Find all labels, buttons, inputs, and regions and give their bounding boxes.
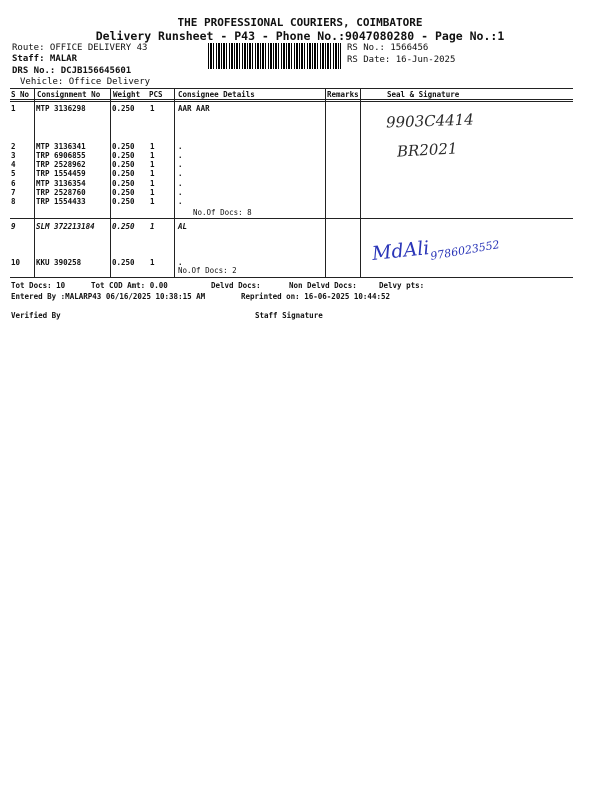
row-consignment: TRP 1554433: [36, 197, 86, 206]
row-pcs: 1: [150, 222, 155, 231]
handwritten-signature: BR2021: [396, 139, 458, 161]
row-weight: 0.250: [112, 179, 135, 188]
group-doc-count: No.Of Docs: 8: [193, 208, 252, 217]
delivery-points: Delvy pts:: [379, 281, 425, 290]
row-consignee: .: [178, 258, 183, 267]
row-consignment: MTP 3136341: [36, 142, 86, 151]
col-divider: [174, 88, 175, 277]
row-pcs: 1: [150, 160, 155, 169]
row-consignment: KKU 390258: [36, 258, 82, 267]
vehicle-label: Vehicle: Office Delivery: [20, 77, 151, 87]
row-pcs: 1: [150, 104, 155, 113]
col-header-remarks: Remarks: [327, 90, 359, 99]
row-weight: 0.250: [112, 151, 135, 160]
verified-by-label: Verified By: [11, 311, 61, 320]
drs-number: DRS No.: DCJB156645601: [12, 66, 132, 76]
row-consignee: AAR AAR: [178, 104, 210, 113]
handwritten-signature: MdAli: [371, 237, 431, 265]
row-consignment: SLM 372213184: [36, 222, 95, 231]
barcode: [208, 43, 341, 69]
row-sno: 8: [11, 197, 16, 206]
row-weight: 0.250: [112, 142, 135, 151]
table-top-border: [10, 88, 573, 89]
row-consignment: TRP 2528760: [36, 188, 86, 197]
col-header-consignee: Consignee Details: [178, 90, 255, 99]
row-sno: 10: [11, 258, 21, 267]
row-consignment: TRP 2528962: [36, 160, 86, 169]
col-header-consignment: Consignment No: [37, 90, 101, 99]
row-sno: 5: [11, 169, 16, 178]
group-doc-count: No.Of Docs: 2: [178, 266, 237, 275]
col-header-sno: S No: [11, 90, 30, 99]
col-divider: [325, 88, 326, 277]
table-header-border: [10, 99, 573, 100]
runsheet-title: Delivery Runsheet - P43 - Phone No.:9047080280 - Page No.:1: [95, 29, 505, 43]
col-divider: [360, 88, 361, 277]
reprinted-on: Reprinted on: 16-06-2025 10:44:52: [241, 292, 391, 301]
route-label: Route: OFFICE DELIVERY 43: [12, 43, 148, 53]
row-sno: 2: [11, 142, 16, 151]
row-pcs: 1: [150, 169, 155, 178]
row-consignee: .: [178, 160, 183, 169]
row-consignment: TRP 6906855: [36, 151, 86, 160]
row-consignment: MTP 3136298: [36, 104, 86, 113]
row-weight: 0.250: [112, 169, 135, 178]
row-sno: 4: [11, 160, 16, 169]
rs-number: RS No.: 1566456: [347, 43, 429, 53]
col-divider: [34, 88, 35, 277]
row-consignee: .: [178, 142, 183, 151]
row-consignee: .: [178, 169, 183, 178]
row-pcs: 1: [150, 188, 155, 197]
row-pcs: 1: [150, 197, 155, 206]
total-docs: Tot Docs: 10: [11, 281, 66, 290]
row-pcs: 1: [150, 179, 155, 188]
row-sno: 9: [11, 222, 16, 231]
row-consignee: .: [178, 179, 183, 188]
row-pcs: 1: [150, 258, 155, 267]
col-header-pcs: PCS: [149, 90, 163, 99]
row-consignment: MTP 3136354: [36, 179, 86, 188]
row-sno: 6: [11, 179, 16, 188]
row-consignee: .: [178, 151, 183, 160]
row-sno: 1: [11, 104, 16, 113]
row-consignee: .: [178, 197, 183, 206]
row-weight: 0.250: [112, 188, 135, 197]
table-header-border-2: [10, 101, 573, 102]
total-cod-amount: Tot COD Amt: 0.00: [91, 281, 168, 290]
col-divider: [110, 88, 111, 277]
row-weight: 0.250: [112, 104, 135, 113]
company-title: THE PROFESSIONAL COURIERS, COIMBATORE: [177, 16, 423, 29]
row-consignee: .: [178, 188, 183, 197]
handwritten-signature: 9903C4414: [385, 110, 475, 132]
col-header-weight: Weight: [113, 90, 141, 99]
row-sno: 3: [11, 151, 16, 160]
entered-by: Entered By :MALARP43 06/16/2025 10:38:15 AM: [11, 292, 206, 301]
row-weight: 0.250: [112, 160, 135, 169]
row-weight: 0.250: [112, 197, 135, 206]
handwritten-phone: 9786023552: [429, 238, 501, 263]
delivered-docs: Delvd Docs:: [211, 281, 261, 290]
non-delivered-docs: Non Delvd Docs:: [289, 281, 357, 290]
staff-signature-label: Staff Signature: [255, 311, 323, 320]
row-consignee: AL: [178, 222, 188, 231]
row-weight: 0.250: [112, 258, 135, 267]
table-bottom-border: [10, 277, 573, 278]
rs-date: RS Date: 16-Jun-2025: [347, 55, 456, 65]
row-pcs: 1: [150, 151, 155, 160]
row-weight: 0.250: [112, 222, 135, 231]
group-divider: [10, 218, 573, 219]
col-header-seal: Seal & Signature: [387, 90, 460, 99]
row-consignment: TRP 1554459: [36, 169, 86, 178]
row-pcs: 1: [150, 142, 155, 151]
staff-label: Staff: MALAR: [12, 54, 78, 64]
row-sno: 7: [11, 188, 16, 197]
